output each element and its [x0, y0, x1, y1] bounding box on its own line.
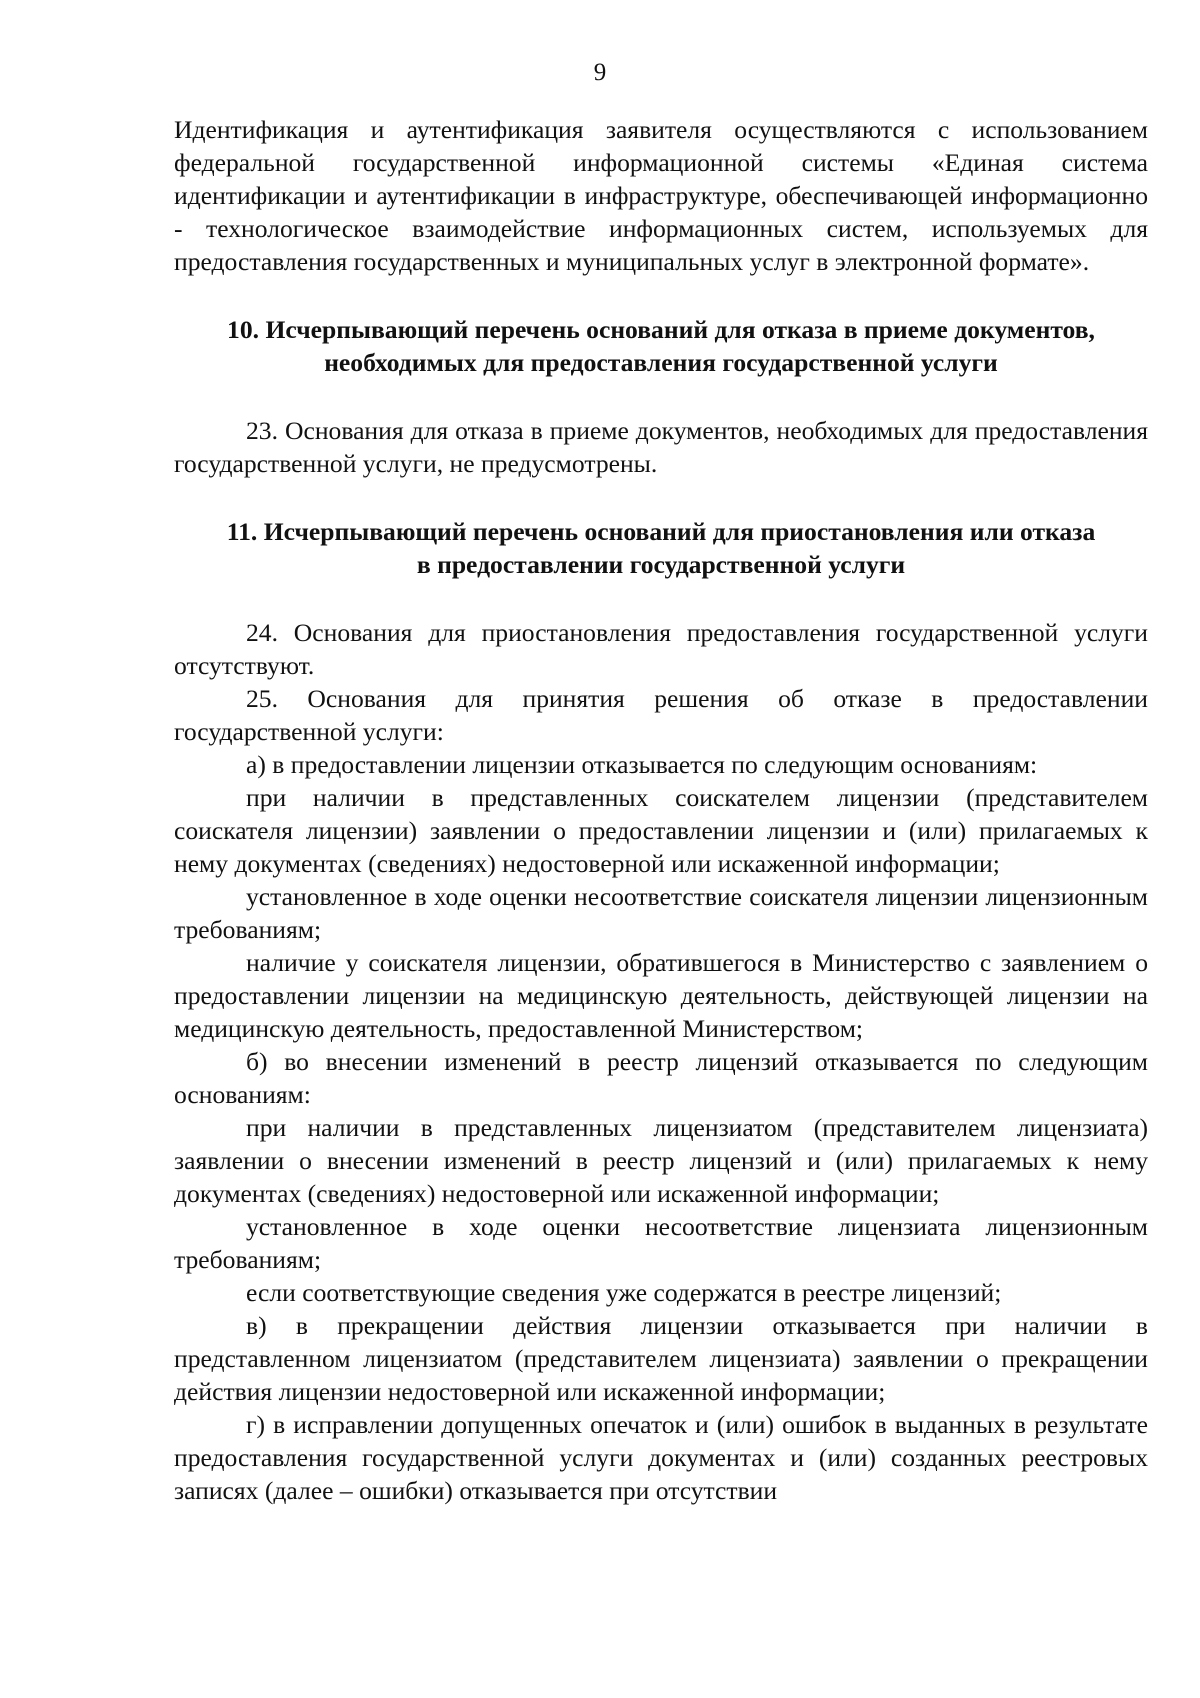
- subitem-a-ground-3: наличие у соискателя лицензии, обратившегося в Министерство с заявлением о предоставлении лицензии на медицинскую деятельность, действующей лицензии на медицинскую деятельность, предоставленной Министерством;: [174, 948, 1148, 1043]
- subitem-a-ground-1: при наличии в представленных соискателем лицензии (представителем соискателя лицензии) заявлении о предоставлении лицензии и (или) прилагаемых к нему документах (сведениях) недостоверной или искаженной информации;: [174, 783, 1148, 878]
- section-10-heading-line-2: необходимых для предоставления государственной услуги: [324, 348, 998, 377]
- section-11-heading-line-2: в предоставлении государственной услуги: [416, 550, 906, 579]
- subitem-v: в) в прекращении действия лицензии отказывается при наличии в представленном лицензиатом (представителем лицензиата) заявлении о прекращении действия лицензии недостоверной или искаженной информации;: [174, 1311, 1148, 1406]
- subitem-g: г) в исправлении допущенных опечаток и (или) ошибок в выданных в результате предоставления государственной услуги документах и (или) созданных реестровых записях (далее – ошибки) отказывается при отсутствии: [174, 1410, 1148, 1505]
- section-11-heading-line-1: 11. Исчерпывающий перечень оснований для приостановления или отказа: [226, 517, 1096, 546]
- paragraph-25: 25. Основания для принятия решения об отказе в предоставлении государственной услуги:: [174, 684, 1148, 746]
- subitem-b-ground-2: установленное в ходе оценки несоответствие лицензиата лицензионным требованиям;: [174, 1212, 1148, 1274]
- subitem-a-ground-2: установленное в ходе оценки несоответствие соискателя лицензии лицензионным требованиям;: [174, 882, 1148, 944]
- paragraph-24: 24. Основания для приостановления предоставления государственной услуги отсутствуют.: [174, 618, 1148, 680]
- section-11: [174, 515, 1148, 1507]
- section-11-body: [174, 616, 1148, 1507]
- section-10: [174, 313, 1148, 480]
- subitem-b-ground-1: при наличии в представленных лицензиатом (представителем лицензиата) заявлении о внесении изменений в реестр лицензий и (или) прилагаемых к нему документах (сведениях) недостоверной или искаженной информации;: [174, 1113, 1148, 1208]
- subitem-a: а) в предоставлении лицензии отказывается по следующим основаниям:: [246, 750, 1038, 779]
- section-10-heading: [174, 313, 1148, 379]
- intro-paragraph: Идентификация и аутентификация заявителя осуществляются с использованием федеральной государственной информационной системы «Единая система идентификации и аутентификации в инфраструктуре, обеспечивающей информационно - технологическое взаимодействие информационных систем, используемых для предоставления государственных и муниципальных услуг в электронной формате».: [174, 115, 1148, 276]
- subitem-b-ground-3: если соответствующие сведения уже содержатся в реестре лицензий;: [246, 1278, 1002, 1307]
- subitem-b: б) во внесении изменений в реестр лицензий отказывается по следующим основаниям:: [174, 1047, 1148, 1109]
- section-11-heading: [174, 515, 1148, 581]
- document-body: [174, 113, 1148, 1507]
- section-10-heading-line-1: 10. Исчерпывающий перечень оснований для отказа в приеме документов,: [227, 315, 1095, 344]
- page-number: 9: [593, 59, 607, 86]
- paragraph-23: 23. Основания для отказа в приеме документов, необходимых для предоставления государственной услуги, не предусмотрены.: [174, 416, 1148, 478]
